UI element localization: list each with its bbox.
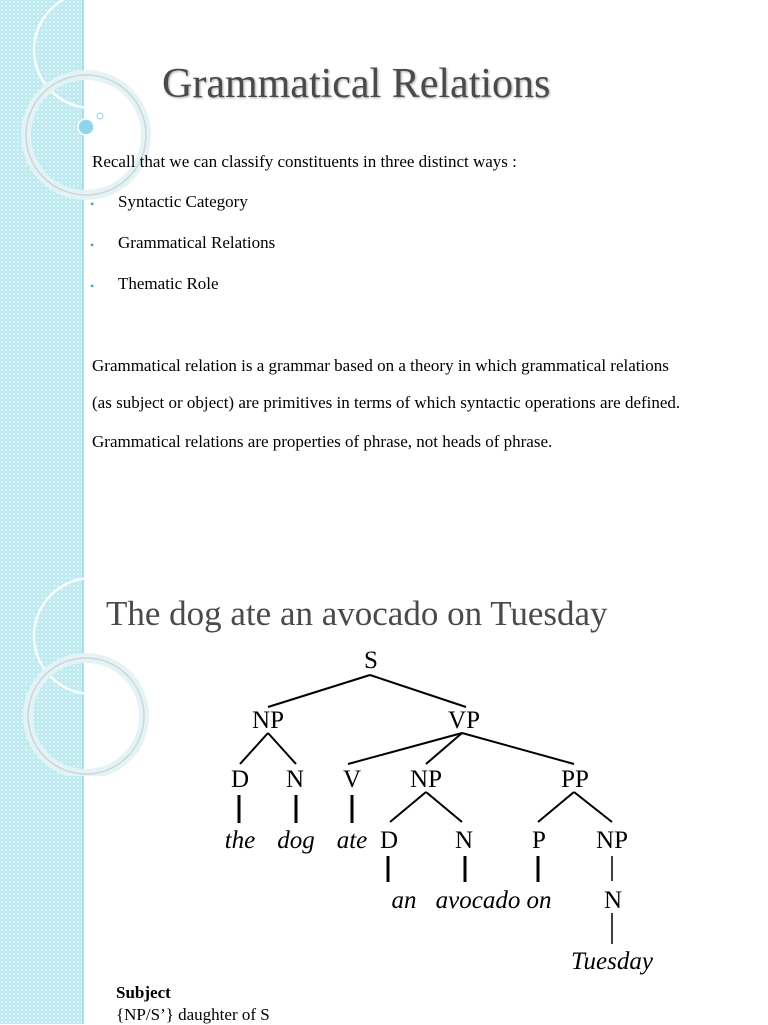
bullet-label: Thematic Role [118, 274, 219, 293]
slide-title: The dog ate an avocado on Tuesday [106, 594, 608, 633]
word-tuesday: Tuesday [571, 948, 653, 975]
node-vp: VP [448, 707, 480, 734]
node-np: NP [596, 827, 628, 854]
paragraph-line: Grammatical relation is a grammar based on a theory in which grammatical relations [92, 356, 669, 375]
tree-branches [239, 675, 612, 944]
bullet-label: Syntactic Category [118, 192, 248, 211]
node-n: N [603, 887, 623, 914]
subject-definition: {NP/S’} daughter of S [116, 1005, 270, 1024]
word-on: on [526, 887, 552, 914]
bullet-dot-icon: • [90, 238, 95, 252]
intro-text: Recall that we can classify constituents in three distinct ways : [92, 152, 517, 171]
word-ate: ate [336, 827, 368, 854]
node-np: NP [410, 766, 442, 793]
node-v: V [342, 766, 362, 793]
node-d: D [379, 827, 399, 854]
word-dog: dog [277, 827, 315, 854]
node-n: N [454, 827, 474, 854]
slide-title: Grammatical Relations [162, 61, 551, 107]
paragraph-line: (as subject or object) are primitives in terms of which syntactic operations are defined. [92, 393, 681, 412]
node-d: D [230, 766, 250, 793]
tree-nodes [231, 647, 628, 914]
word-avocado: avocado [435, 887, 521, 914]
bullet-dot-icon: • [90, 279, 95, 293]
tree-words [225, 827, 654, 975]
word-an: an [391, 887, 417, 914]
bullet-label: Grammatical Relations [118, 233, 276, 252]
node-p: P [532, 827, 546, 854]
bullet-dot-icon: • [90, 197, 95, 211]
subject-heading: Subject [116, 983, 171, 1002]
node-pp: PP [561, 766, 589, 793]
node-n: N [285, 766, 305, 793]
word-the: the [224, 827, 256, 854]
node-np: NP [252, 707, 284, 734]
paragraph-line: Grammatical relations are properties of phrase, not heads of phrase. [92, 432, 553, 451]
node-s: S [364, 647, 378, 674]
